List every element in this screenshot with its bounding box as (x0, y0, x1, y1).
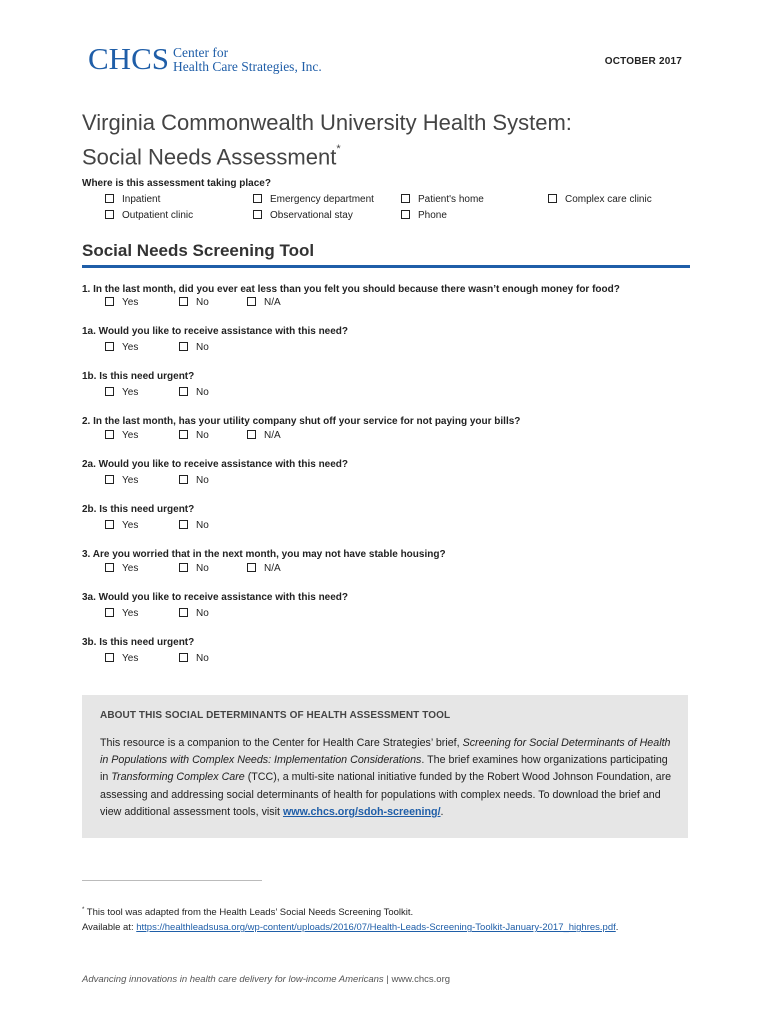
location-option-complex-care[interactable]: Complex care clinic (548, 194, 652, 205)
footnote-divider (82, 880, 262, 881)
checkbox-icon[interactable] (105, 210, 114, 219)
logo-text (173, 46, 322, 74)
checkbox-icon[interactable] (179, 608, 188, 617)
checkbox-icon[interactable] (179, 387, 188, 396)
q2a-option-no[interactable]: No (179, 475, 209, 486)
document-title (82, 108, 572, 172)
about-box (82, 695, 688, 838)
checkbox-icon[interactable] (105, 563, 114, 572)
q2a-option-yes[interactable]: Yes (105, 475, 138, 486)
question-1: 1. In the last month, did you ever eat less than you felt you should because there wasn’t enough money for food? (82, 284, 620, 295)
question-2a: 2a. Would you like to receive assistance with this need? (82, 459, 349, 470)
about-title: ABOUT THIS SOCIAL DETERMINANTS OF HEALTH ASSESSMENT TOOL (100, 710, 451, 721)
brief-title: Screening for Social Determinants of Health in Populations with Complex Needs: Implementation Considerations (100, 737, 671, 767)
logo-line1: Center for (172, 45, 229, 60)
checkbox-icon[interactable] (179, 297, 188, 306)
section-divider (82, 265, 690, 268)
location-option-observational[interactable]: Observational stay (253, 210, 353, 221)
checkbox-icon[interactable] (105, 342, 114, 351)
q3b-option-no[interactable]: No (179, 653, 209, 664)
checkbox-icon[interactable] (105, 475, 114, 484)
q3a-option-no[interactable]: No (179, 608, 209, 619)
checkbox-icon[interactable] (179, 563, 188, 572)
q3-option-no[interactable]: No (179, 563, 209, 574)
q3-option-yes[interactable]: Yes (105, 563, 138, 574)
location-option-outpatient[interactable]: Outpatient clinic (105, 210, 193, 221)
location-option-phone[interactable]: Phone (401, 210, 447, 221)
checkbox-icon[interactable] (548, 194, 557, 203)
sdoh-screening-link[interactable]: www.chcs.org/sdoh-screening/ (282, 805, 441, 818)
checkbox-icon[interactable] (179, 475, 188, 484)
q1-option-no[interactable]: No (179, 297, 209, 308)
question-3a: 3a. Would you like to receive assistance with this need? (82, 592, 349, 603)
q1a-option-no[interactable]: No (179, 342, 209, 353)
checkbox-icon[interactable] (179, 342, 188, 351)
title-line1: Virginia Commonwealth University Health System: (82, 110, 572, 135)
about-body: This resource is a companion to the Center for Health Care Strategies’ brief, Screening for Social Determinants of Health in Populations with Complex Needs: Implementation Considerations. The brief examines how organizations participating in Transforming Complex Care (TCC), a multi-site national initiative funded by the Robert Wood Johnson Foundation, are assessing and addressing social determinants of health for populations with complex needs. To download the brief and view additional assessment tools, visit www.chcs.org/sdoh-screening/. (100, 737, 672, 818)
footnote-mark: * (82, 907, 85, 913)
section-title: Social Needs Screening Tool (82, 241, 315, 260)
checkbox-icon[interactable] (105, 520, 114, 529)
question-3b: 3b. Is this need urgent? (82, 637, 195, 648)
title-line2: Social Needs Assessment (82, 144, 337, 170)
checkbox-icon[interactable] (105, 608, 114, 617)
q2-option-no[interactable]: No (179, 430, 209, 441)
q2-option-yes[interactable]: Yes (105, 430, 138, 441)
question-1a: 1a. Would you like to receive assistance with this need? (82, 326, 349, 337)
checkbox-icon[interactable] (401, 194, 410, 203)
checkbox-icon[interactable] (105, 430, 114, 439)
q2b-option-yes[interactable]: Yes (105, 520, 138, 531)
q2-option-na[interactable]: N/A (247, 430, 281, 441)
checkbox-icon[interactable] (247, 563, 256, 572)
q1-option-yes[interactable]: Yes (105, 297, 138, 308)
publication-date: OCTOBER 2017 (604, 56, 682, 67)
footer-website[interactable]: www.chcs.org (391, 974, 451, 985)
q3b-option-yes[interactable]: Yes (105, 653, 138, 664)
footnote-line1: This tool was adapted from the Health Leads’ Social Needs Screening Toolkit. (84, 907, 414, 919)
q1a-option-yes[interactable]: Yes (105, 342, 138, 353)
checkbox-icon[interactable] (247, 297, 256, 306)
footer-tagline: Advancing innovations in health care delivery for low-income Americans (82, 974, 384, 985)
q2b-option-no[interactable]: No (179, 520, 209, 531)
checkbox-icon[interactable] (253, 194, 262, 203)
q3a-option-yes[interactable]: Yes (105, 608, 138, 619)
checkbox-icon[interactable] (179, 653, 188, 662)
checkbox-icon[interactable] (401, 210, 410, 219)
q1b-option-yes[interactable]: Yes (105, 387, 138, 398)
page-footer: Advancing innovations in health care delivery for low-income Americans | www.chcs.org (82, 974, 451, 985)
question-2b: 2b. Is this need urgent? (82, 504, 195, 515)
location-option-home[interactable]: Patient's home (401, 194, 484, 205)
chcs-logo (88, 41, 322, 76)
q3-option-na[interactable]: N/A (247, 563, 281, 574)
checkbox-icon[interactable] (105, 387, 114, 396)
checkbox-icon[interactable] (253, 210, 262, 219)
checkbox-icon[interactable] (105, 653, 114, 662)
question-2: 2. In the last month, has your utility company shut off your service for not paying your bills? (82, 416, 521, 427)
location-question: Where is this assessment taking place? (82, 178, 271, 189)
footnote: * This tool was adapted from the Health Leads’ Social Needs Screening Toolkit. Available at: https://healthleadsusa.org/wp-content/uploads/2016/07/Health-Leads-Screening-Toolkit-January-2017_highres.pdf. (82, 907, 619, 934)
q1b-option-no[interactable]: No (179, 387, 209, 398)
question-1b: 1b. Is this need urgent? (82, 371, 195, 382)
checkbox-icon[interactable] (105, 194, 114, 203)
title-footnote-mark: * (336, 143, 341, 155)
checkbox-icon[interactable] (105, 297, 114, 306)
health-leads-toolkit-link[interactable]: https://healthleadsusa.org/wp-content/uploads/2016/07/Health-Leads-Screening-Toolkit-January-2017_highres.pdf (136, 922, 616, 934)
location-option-emergency[interactable]: Emergency department (253, 194, 374, 205)
question-3: 3. Are you worried that in the next month, you may not have stable housing? (82, 549, 446, 560)
checkbox-icon[interactable] (179, 430, 188, 439)
checkbox-icon[interactable] (179, 520, 188, 529)
location-option-inpatient[interactable]: Inpatient (105, 194, 160, 205)
q1-option-na[interactable]: N/A (247, 297, 281, 308)
initiative-name: Transforming Complex Care (111, 771, 245, 784)
logo-mark: CHCS (88, 41, 169, 76)
logo-line2: Health Care Strategies, Inc. (172, 59, 322, 74)
checkbox-icon[interactable] (247, 430, 256, 439)
